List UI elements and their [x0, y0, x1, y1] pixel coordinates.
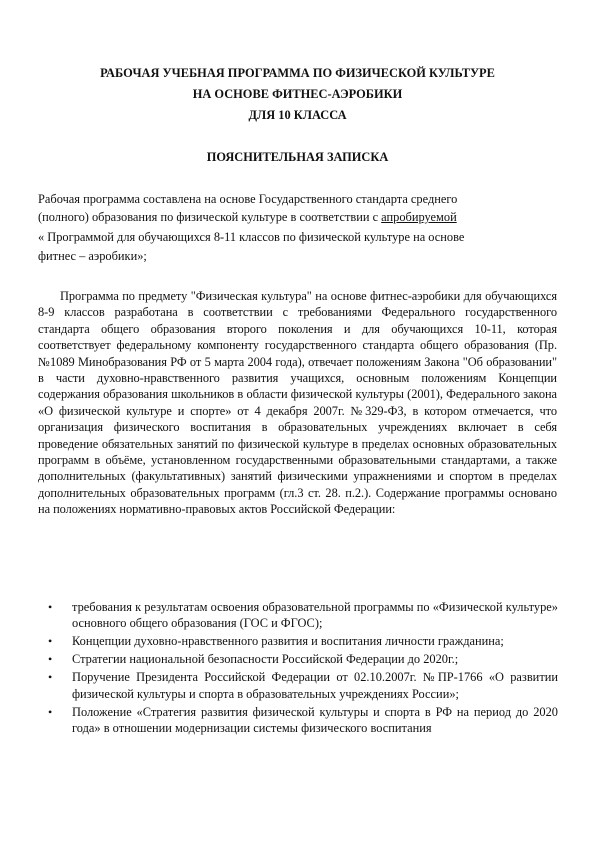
list-item-text: Концепции духовно-нравственного развития и воспитания личности гражданина;: [72, 634, 504, 649]
list-item: [48, 704, 558, 737]
bullet-icon: •: [48, 670, 53, 685]
main-paragraph: Программа по предмету "Физическая культура" на основе фитнес-аэробики для обучающихся 8-9 классов разработана в соответствии с требованиями Федерального государственного стандарта общего образования второго поколения и для обучающихся 10-11, которая соответствует федеральному компоненту государственного стандарта общего образования (Пр. №1089 Минобразования РФ от 5 марта 2004 года), отвечает положениям Закона "Об образовании" в части духовно-нравственного развития учащихся, основным положениям Концепции содержания образования школьников в области физической культуры (2001), Федерального закона «О физической культуре и спорте» от 4 декабря 2007г. №329-ФЗ, в котором отмечается, что организация физического воспитания в образовательных учреждениях включает в себя проведение обязательных занятий по физической культуре в пределах основных образовательных программ в объёме, установленном государственными образовательными стандартами, а также дополнительных (факультативных) занятий физическими упражнениями и спортом в пределах дополнительных образовательных программ (гл.3 ст. 28. п.2.). Содержание программы основано на положениях нормативно-правовых актов Российской Федерации:: [38, 289, 557, 517]
intro-underlined-word: апробируемой: [381, 210, 457, 224]
bullet-icon: •: [48, 600, 53, 614]
bullet-icon: •: [48, 704, 53, 719]
section-heading: ПОЯСНИТЕЛЬНАЯ ЗАПИСКА: [206, 150, 389, 164]
bullet-icon: •: [48, 652, 53, 667]
document-title-line-2: НА ОСНОВЕ ФИТНЕС-АЭРОБИКИ: [192, 87, 403, 101]
list-item-text: Поручение Президента Российской Федерации от 02.10.2007г. №ПР-1766 «О развитии физической культуры и спорта в образовательных учреждениях России»;: [72, 670, 558, 701]
document-title-line-3: ДЛЯ 10 КЛАССА: [248, 108, 347, 122]
list-item-text: Стратегии национальной безопасности Российской Федерации до 2020г.;: [72, 652, 459, 667]
list-item-text: Положение «Стратегия развития физической культуры и спорта в РФ на период до 2020 года» в отношении модернизации системы физического воспитания: [72, 704, 558, 736]
intro-line-2-text: (полного) образования по физической культуре в соответствии с: [38, 210, 382, 224]
regulations-list: [48, 599, 558, 738]
bullet-icon: •: [48, 634, 53, 649]
document-title-line-1: РАБОЧАЯ УЧЕБНАЯ ПРОГРАММА ПО ФИЗИЧЕСКОЙ КУЛЬТУРЕ: [100, 66, 495, 80]
list-item: [48, 651, 558, 667]
intro-line-4: фитнес – аэробики»;: [38, 249, 147, 263]
list-item-text: требования к результатам освоения образовательной программы по «Физической культуре» основного общего образования (ГОС и ФГОС);: [72, 600, 558, 631]
intro-line-1: Рабочая программа составлена на основе Государственного стандарта среднего: [38, 192, 458, 206]
intro-line-2: [38, 208, 558, 226]
list-item: [48, 599, 558, 632]
list-item: [48, 669, 558, 702]
intro-line-3: « Программой для обучающихся 8-11 классов по физической культуре на основе: [38, 230, 465, 244]
list-item: [48, 633, 558, 649]
